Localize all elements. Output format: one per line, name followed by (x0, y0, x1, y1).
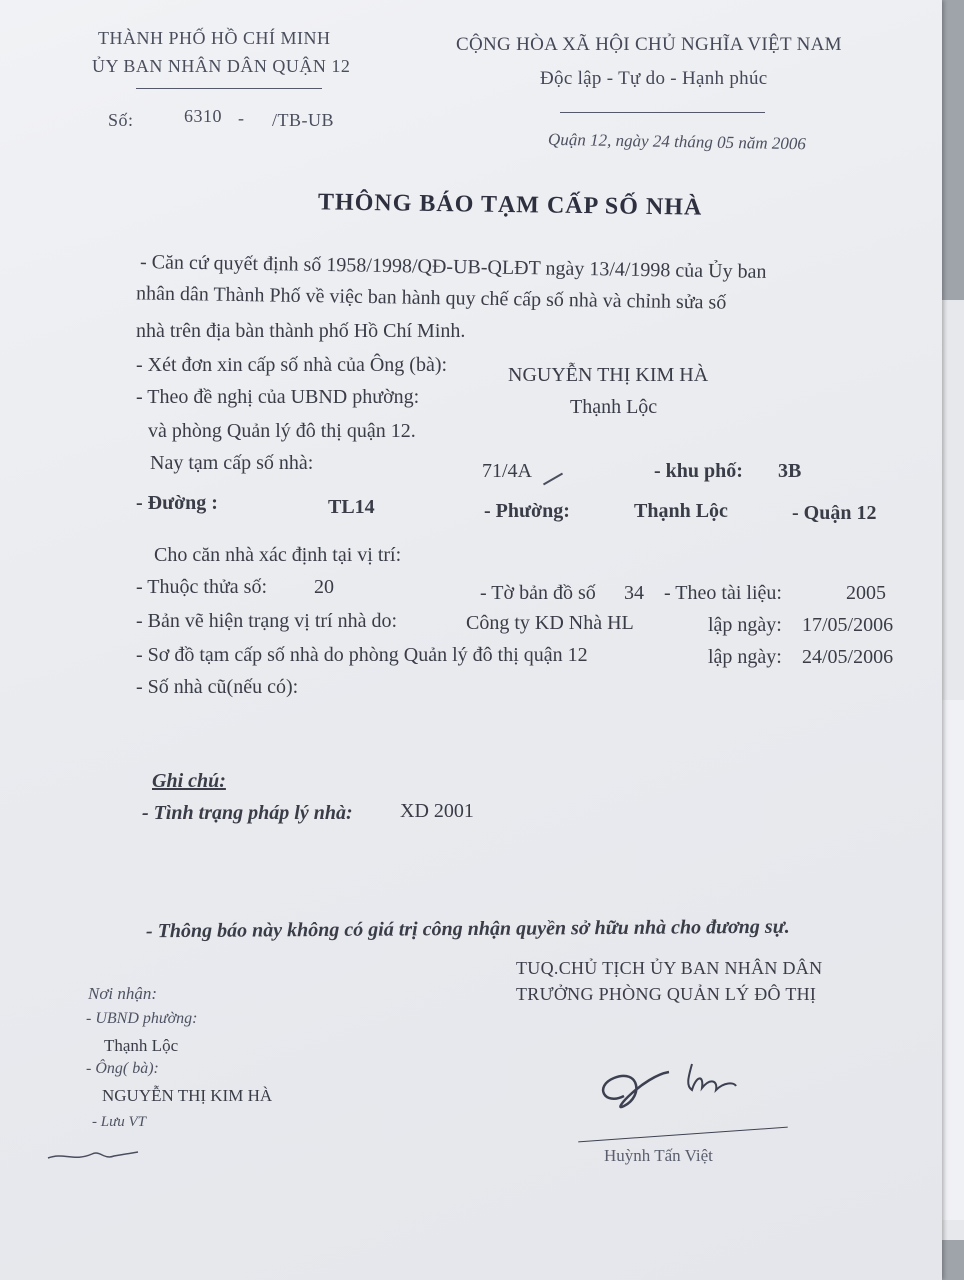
issue-date: Quận 12, ngày 24 tháng 05 năm 2006 (547, 129, 806, 154)
legal-basis-line1: - Căn cứ quyết định số 1958/1998/QĐ-UB-QLĐT ngày 13/4/1998 của Ủy ban (139, 251, 767, 283)
old-number-label: - Số nhà cũ(nếu có): (136, 676, 299, 698)
recipient-person-label: - Ông( bà): (86, 1060, 159, 1077)
survey-date: 17/05/2006 (802, 614, 894, 636)
map-sheet-value: 34 (624, 582, 644, 604)
survey-drawing-company: Công ty KD Nhà HL (466, 612, 634, 634)
archive-note: - Lưu VT (92, 1114, 147, 1130)
position-intro: Cho căn nhà xác định tại vị trí: (154, 544, 402, 566)
plot-value: 20 (314, 576, 334, 598)
temp-diagram-date-label: lập ngày: (708, 646, 782, 668)
ward-value: Thạnh Lộc (634, 500, 728, 522)
motto-underline (560, 112, 765, 113)
house-number-label: Nay tạm cấp số nhà: (150, 452, 314, 474)
doc-number-dash: - (238, 108, 245, 128)
issuer-city: THÀNH PHỐ HỒ CHÍ MINH (98, 28, 331, 48)
survey-date-label: lập ngày: (708, 614, 782, 636)
notes-heading: Ghi chú: (152, 770, 226, 792)
map-sheet-label: - Tờ bản đồ số (480, 582, 596, 604)
signer-name: Huỳnh Tấn Việt (604, 1146, 713, 1165)
urban-dept-line: và phòng Quản lý đô thị quận 12. (148, 420, 416, 442)
survey-drawing-label: - Bản vẽ hiện trạng vị trí nhà do: (136, 610, 398, 632)
recipient-person-name: NGUYỄN THỊ KIM HÀ (102, 1086, 273, 1105)
doc-number-label: Số: (108, 110, 134, 130)
national-motto: Độc lập - Tự do - Hạnh phúc (540, 68, 768, 89)
ward-label: - Phường: (484, 500, 570, 522)
district-label: - Quận 12 (792, 502, 877, 524)
national-title: CỘNG HÒA XÃ HỘI CHỦ NGHĨA VIỆT NAM (456, 34, 842, 55)
legal-status-label: - Tình trạng pháp lý nhà: (142, 802, 353, 824)
issuer-committee: ỦY BAN NHÂN DÂN QUẬN 12 (92, 56, 351, 76)
recipient-ward-label: - UBND phường: (86, 1010, 198, 1027)
document-source-label: - Theo tài liệu: (664, 582, 782, 604)
recipients-heading: Nơi nhận: (88, 984, 158, 1003)
street-value: TL14 (328, 496, 375, 518)
department-head-line: TRƯỞNG PHÒNG QUẢN LÝ ĐÔ THỊ (516, 984, 817, 1004)
doc-number-suffix: /TB-UB (272, 110, 335, 130)
application-label: - Xét đơn xin cấp số nhà của Ông (bà): (136, 354, 448, 376)
legal-status-value: XD 2001 (400, 800, 474, 822)
document-source-year: 2005 (846, 582, 886, 604)
initials-scribble (44, 1140, 144, 1170)
temp-diagram-label: - Sơ đồ tạm cấp số nhà do phòng Quản lý đô thị quận 12 (136, 644, 588, 666)
legal-basis-line3: nhà trên địa bàn thành phố Hồ Chí Minh. (136, 320, 466, 342)
plot-label: - Thuộc thửa số: (136, 576, 268, 598)
disclaimer: - Thông báo này không có giá trị công nhận quyền sở hữu nhà cho đương sự. (145, 915, 790, 943)
applicant-name: NGUYỄN THỊ KIM HÀ (508, 364, 709, 386)
issuer-underline (136, 88, 322, 89)
house-number-value: 71/4A (482, 460, 532, 482)
document-title: THÔNG BÁO TẠM CẤP SỐ NHÀ (317, 189, 703, 221)
doc-number-value: 6310 (184, 106, 222, 126)
quarter-value: 3B (778, 460, 802, 482)
ward-proposal-value: Thạnh Lộc (570, 396, 658, 418)
pen-mark (543, 473, 563, 486)
recipient-ward-name: Thạnh Lộc (104, 1036, 179, 1055)
ward-proposal-label: - Theo đề nghị của UBND phường: (136, 386, 420, 408)
quarter-label: - khu phố: (654, 460, 743, 482)
street-label: - Đường : (136, 492, 218, 514)
legal-basis-line2: nhân dân Thành Phố về việc ban hành quy chế cấp số nhà và chỉnh sửa số (135, 282, 727, 314)
authority-line: TUQ.CHỦ TỊCH ỦY BAN NHÂN DÂN (516, 958, 823, 978)
temp-diagram-date: 24/05/2006 (802, 646, 894, 668)
signature-scribble (584, 1056, 784, 1136)
